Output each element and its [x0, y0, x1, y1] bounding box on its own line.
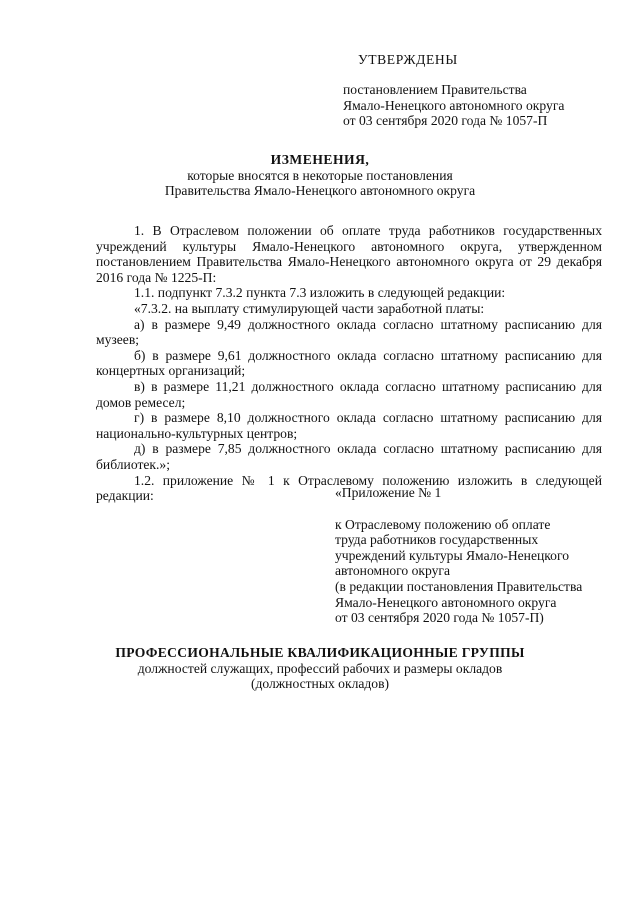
- approval-line: от 03 сентября 2020 года № 1057-П: [343, 113, 548, 129]
- annex-line: от 03 сентября 2020 года № 1057-П): [335, 610, 544, 626]
- annex-block: [335, 485, 582, 626]
- paragraph-7-3-2: «7.3.2. на выплату стимулирующей части заработной платы:: [134, 300, 485, 316]
- approval-line: Ямало-Ненецкого автономного округа: [343, 97, 565, 113]
- heading-subtitle-line: Правительства Ямало-Ненецкого автономного округа: [164, 183, 476, 199]
- annex-line: автономного округа: [335, 563, 451, 579]
- heading-subtitle-line: которые вносятся в некоторые постановления: [187, 167, 453, 183]
- annex-line: к Отраслевому положению об оплате: [335, 516, 551, 532]
- approval-line: постановлением Правительства: [343, 82, 527, 97]
- annex-line: (в редакции постановления Правительства: [335, 578, 583, 594]
- paragraph-1: 1. В Отраслевом положении об оплате труда работников государственных учреждений культуры Ямало-Ненецкого автономного округа, утвержденном постановлением Правительства Ямало-Ненецкого автономного округа от 29 декабря 2016 года № 1225-П:: [96, 223, 602, 285]
- heading-title: ИЗМЕНЕНИЯ,: [270, 152, 370, 167]
- paragraph-1-1: 1.1. подпункт 7.3.2 пункта 7.3 изложить в следующей редакции:: [134, 285, 506, 301]
- paragraph-g: г) в размере 8,10 должностного оклада согласно штатному расписанию для национально-культурных центров;: [96, 410, 602, 441]
- groups-subtitle-line: (должностных окладов): [250, 676, 390, 692]
- annex-line: учреждений культуры Ямало-Ненецкого: [335, 547, 570, 563]
- groups-subtitle-line: должностей служащих, профессий рабочих и размеры окладов: [137, 660, 503, 676]
- document-heading: [0, 152, 640, 199]
- groups-title: ПРОФЕССИОНАЛЬНЫЕ КВАЛИФИКАЦИОННЫЕ ГРУППЫ: [115, 645, 525, 660]
- approval-block: [343, 82, 564, 129]
- paragraph-d: д) в размере 7,85 должностного оклада согласно штатному расписанию для библиотек.»;: [96, 441, 602, 472]
- annex-line: Ямало-Ненецкого автономного округа: [335, 594, 557, 610]
- annex-title: «Приложение № 1: [335, 485, 442, 500]
- paragraph-a: а) в размере 9,49 должностного оклада согласно штатному расписанию для музеев;: [96, 316, 602, 348]
- qualification-groups-heading: [0, 645, 640, 692]
- paragraph-v: в) в размере 11,21 должностного оклада согласно штатному расписанию для домов ремесел;: [96, 378, 602, 410]
- paragraph-1-2: 1.2. приложение № 1 к Отраслевому положению изложить в следующей редакции:: [96, 472, 602, 504]
- annex-line: труда работников государственных: [335, 532, 539, 548]
- paragraph-b: б) в размере 9,61 должностного оклада согласно штатному расписанию для концертных организаций;: [96, 347, 602, 379]
- approval-title: УТВЕРЖДЕНЫ: [358, 52, 458, 67]
- document-body: [96, 223, 602, 504]
